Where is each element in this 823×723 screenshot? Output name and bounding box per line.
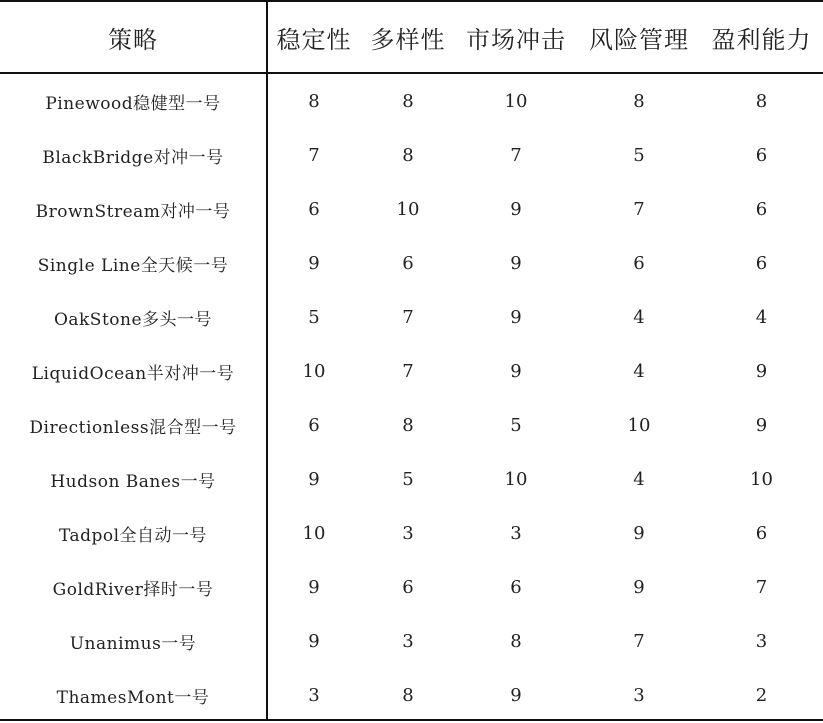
stability-score: 10 bbox=[302, 360, 326, 382]
header-strategy: 策略 bbox=[108, 25, 158, 54]
profitability-score: 6 bbox=[755, 198, 768, 220]
table-row bbox=[0, 182, 823, 236]
diversity-score: 7 bbox=[402, 360, 414, 382]
strategy-name: Directionless混合型一号 bbox=[29, 417, 237, 438]
table-row bbox=[0, 506, 823, 560]
table-row bbox=[0, 128, 823, 182]
profitability-score: 6 bbox=[755, 522, 768, 544]
header-stability: 稳定性 bbox=[276, 25, 352, 54]
stability-score: 5 bbox=[308, 306, 320, 328]
table-row bbox=[0, 668, 823, 722]
stability-score: 9 bbox=[308, 468, 320, 490]
profitability-score: 10 bbox=[750, 468, 773, 490]
header-risk-management: 风险管理 bbox=[589, 25, 689, 54]
market-impact-score: 9 bbox=[510, 360, 522, 382]
risk-management-score: 5 bbox=[633, 144, 645, 166]
stability-score: 3 bbox=[308, 684, 320, 706]
risk-management-score: 7 bbox=[633, 630, 645, 652]
diversity-score: 3 bbox=[402, 522, 414, 544]
header-row bbox=[0, 2, 823, 72]
profitability-score: 2 bbox=[755, 684, 768, 706]
profitability-score: 9 bbox=[755, 360, 768, 382]
table-row bbox=[0, 452, 823, 506]
market-impact-score: 9 bbox=[510, 252, 522, 274]
market-impact-score: 9 bbox=[510, 306, 522, 328]
header-market-impact: 市场冲击 bbox=[466, 25, 566, 54]
diversity-score: 10 bbox=[396, 198, 420, 220]
strategy-name: OakStone多头一号 bbox=[53, 309, 213, 330]
strategy-name: Single Line全天候一号 bbox=[37, 255, 229, 276]
diversity-score: 3 bbox=[402, 630, 414, 652]
market-impact-score: 3 bbox=[510, 522, 522, 544]
risk-management-score: 6 bbox=[633, 252, 645, 274]
profitability-score: 6 bbox=[755, 144, 768, 166]
profitability-score: 8 bbox=[755, 90, 768, 112]
market-impact-score: 6 bbox=[510, 576, 522, 598]
risk-management-score: 3 bbox=[633, 684, 645, 706]
diversity-score: 6 bbox=[402, 576, 414, 598]
risk-management-score: 4 bbox=[633, 306, 645, 328]
diversity-score: 5 bbox=[402, 468, 414, 490]
profitability-score: 3 bbox=[755, 630, 768, 652]
risk-management-score: 8 bbox=[633, 90, 645, 112]
market-impact-score: 10 bbox=[504, 90, 528, 112]
strategy-scores-table bbox=[0, 2, 823, 722]
diversity-score: 8 bbox=[402, 90, 414, 112]
risk-management-score: 7 bbox=[633, 198, 645, 220]
profitability-score: 7 bbox=[755, 576, 768, 598]
strategy-name: Tadpol全自动一号 bbox=[58, 525, 208, 546]
header-profitability: 盈利能力 bbox=[711, 25, 812, 54]
risk-management-score: 9 bbox=[633, 576, 645, 598]
market-impact-score: 10 bbox=[504, 468, 528, 490]
stability-score: 9 bbox=[308, 576, 320, 598]
table-row bbox=[0, 236, 823, 290]
stability-score: 10 bbox=[302, 522, 326, 544]
table-row bbox=[0, 290, 823, 344]
header-diversity: 多样性 bbox=[370, 25, 446, 54]
strategy-name: BlackBridge对冲一号 bbox=[42, 147, 224, 168]
stability-score: 6 bbox=[308, 414, 320, 436]
profitability-score: 6 bbox=[755, 252, 768, 274]
strategy-name: Hudson Banes一号 bbox=[50, 471, 216, 492]
strategy-name: Unanimus一号 bbox=[69, 633, 197, 654]
risk-management-score: 9 bbox=[633, 522, 645, 544]
strategy-name: BrownStream对冲一号 bbox=[35, 201, 231, 222]
market-impact-score: 5 bbox=[510, 414, 522, 436]
stability-score: 9 bbox=[308, 252, 320, 274]
diversity-score: 6 bbox=[402, 252, 414, 274]
diversity-score: 8 bbox=[402, 684, 414, 706]
diversity-score: 8 bbox=[402, 414, 414, 436]
strategy-name: Pinewood稳健型一号 bbox=[45, 93, 221, 114]
market-impact-score: 9 bbox=[510, 684, 522, 706]
risk-management-score: 4 bbox=[633, 468, 645, 490]
table-row bbox=[0, 344, 823, 398]
stability-score: 9 bbox=[308, 630, 320, 652]
risk-management-score: 10 bbox=[627, 414, 651, 436]
market-impact-score: 8 bbox=[510, 630, 522, 652]
stability-score: 8 bbox=[308, 90, 320, 112]
diversity-score: 7 bbox=[402, 306, 414, 328]
table-row bbox=[0, 614, 823, 668]
strategy-name: LiquidOcean半对冲一号 bbox=[31, 363, 235, 384]
stability-score: 7 bbox=[308, 144, 320, 166]
risk-management-score: 4 bbox=[633, 360, 645, 382]
table-row bbox=[0, 560, 823, 614]
strategy-name: ThamesMont一号 bbox=[56, 687, 210, 708]
strategy-name: GoldRiver择时一号 bbox=[52, 579, 214, 600]
market-impact-score: 7 bbox=[510, 144, 522, 166]
profitability-score: 9 bbox=[755, 414, 768, 436]
market-impact-score: 9 bbox=[510, 198, 522, 220]
profitability-score: 4 bbox=[755, 306, 768, 328]
table-row bbox=[0, 72, 823, 128]
diversity-score: 8 bbox=[402, 144, 414, 166]
table-row bbox=[0, 398, 823, 452]
stability-score: 6 bbox=[308, 198, 320, 220]
